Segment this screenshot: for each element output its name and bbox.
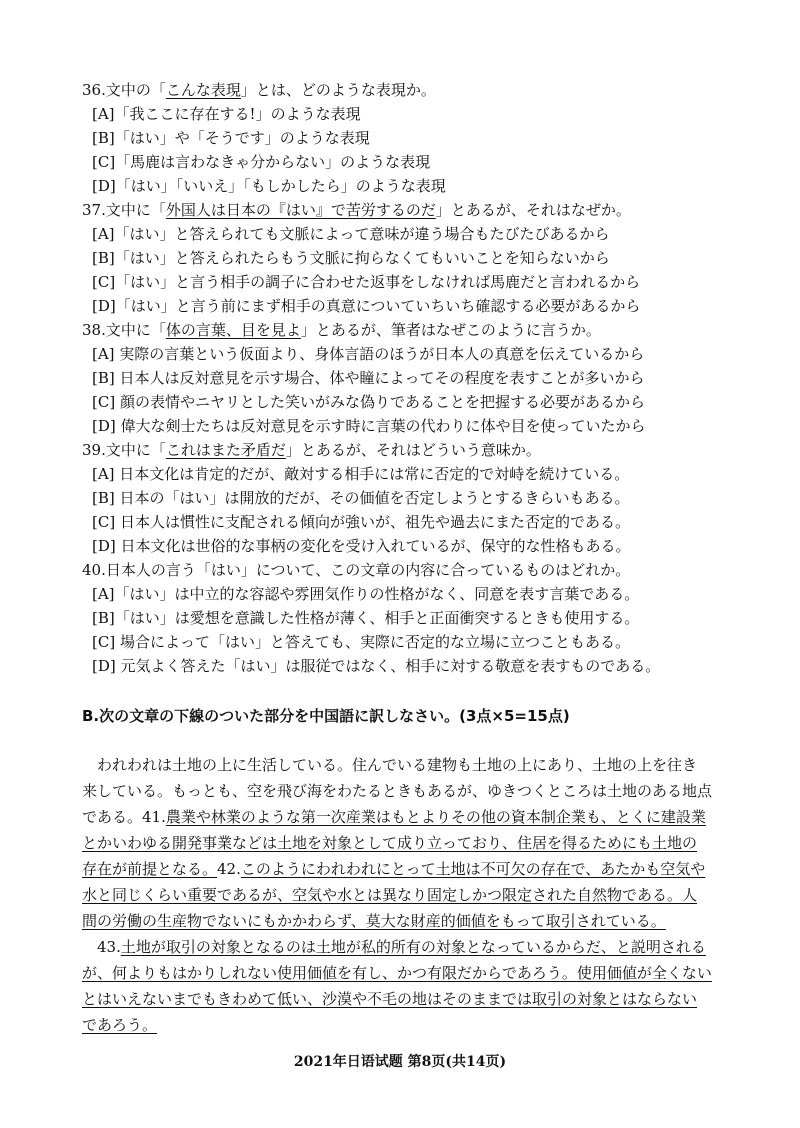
underlined-segment: 水と同じくらい重要であるが、空気や水とは異なり固定しかつ限定された自然物である。人	[82, 886, 698, 904]
passage-line	[82, 830, 722, 856]
question-40	[82, 558, 722, 678]
text-segment: 43.	[82, 938, 121, 956]
reading-passage	[82, 752, 722, 1038]
answer-option-d: [D] 日本文化は世俗的な事柄の変化を受け入れているが、保守的な性格もある。	[92, 537, 631, 555]
stem-underlined-text: 外国人は日本の『はい』で苦労するのだ	[165, 201, 436, 219]
passage-line	[82, 856, 722, 882]
stem-text: 」とあるが、それはなぜか。	[435, 201, 631, 219]
answer-option-c: [C] 顔の表情やニヤリとした笑いがみな偽りであることを把握する必要があるから	[92, 393, 645, 411]
text-segment: 42.	[217, 860, 241, 878]
answer-option-c: [C]「はい」と言う相手の調子に合わせた返事をしなければ馬鹿だと言われるから	[92, 273, 641, 291]
question-stem	[82, 318, 722, 342]
passage-line	[82, 934, 722, 960]
stem-underlined-text: これはまた矛盾だ	[165, 441, 286, 459]
answer-option-b: [B]「はい」は愛想を意識した性格が薄く、相手と正面衝突するときも使用する。	[92, 609, 640, 627]
stem-text: 」とあるが、筆者はなぜこのように言うか。	[300, 321, 601, 339]
stem-underlined-text: こんな表現	[165, 81, 241, 99]
question-38	[82, 318, 722, 438]
answer-option-a: [A]「はい」は中立的な容認や雰囲気作りの性格がなく、同意を表す言葉である。	[92, 585, 640, 603]
answer-option-b: [B]「はい」や「そうです」のような表現	[92, 129, 370, 147]
answer-option-d: [D] 元気よく答えた「はい」は服従ではなく、相手に対する敬意を表すものである。	[92, 657, 661, 675]
section-b-title: B.次の文章の下線のついた部分を中国語に訳しなさい。(3点×5=15点)	[82, 707, 570, 725]
passage-line	[82, 882, 722, 908]
question-stem	[82, 78, 722, 102]
answer-option-d: [D]「はい」「いいえ」「もしかしたら」のような表現	[92, 177, 446, 195]
question-36	[82, 78, 722, 198]
answer-option-b: [B]「はい」と答えられたらもう文脈に拘らなくてもいいことを知らないから	[92, 249, 610, 267]
text-segment: である。41.	[82, 808, 166, 826]
answer-option-a: [A] 日本文化は肯定的だが、敵対する相手には常に否定的で対峙を続けている。	[92, 465, 630, 483]
passage-line	[82, 778, 722, 804]
underlined-segment: が、何よりもはかりしれない使用価値を有し、かつ有限だからであろう。使用価値が全くない	[82, 964, 712, 982]
passage-line	[82, 908, 722, 934]
text-segment: われわれは土地の上に生活している。住んでいる建物も土地の上にあり、土地の上を往き	[82, 756, 698, 774]
underlined-segment: 土地が取引の対象となるのは土地が私的所有の対象となっているからだ、と説明される	[120, 938, 706, 956]
answer-option-d: [D]「はい」と言う前にまず相手の真意についていちいち確認する必要があるから	[92, 297, 641, 315]
stem-text: 37.文中に「	[82, 201, 166, 219]
answer-option-a: [A]「はい」と答えられても文脈によって意味が違う場合もたびたびあるから	[92, 225, 610, 243]
underlined-segment: 存在が前提となる。	[82, 860, 218, 878]
question-stem	[82, 198, 722, 222]
underlined-segment: 農業や林業のような第一次産業はもとよりその他の資本制企業も、とくに建設業	[165, 808, 706, 826]
passage-line	[82, 804, 722, 830]
answer-option-a: [A] 実際の言葉という仮面より、身体言語のほうが日本人の真意を伝えているから	[92, 345, 645, 363]
underlined-segment: とかいわゆる開発事業などは土地を対象として成り立っており、住居を得るためにも土地の	[82, 834, 698, 852]
passage-line	[82, 986, 722, 1012]
passage-line	[82, 960, 722, 986]
answer-option-c: [C] 場合によって「はい」と答えても、実際に否定的な立場に立つこともある。	[92, 633, 630, 651]
underlined-segment: とはいえないまでもきわめて低い、沙漠や不毛の地はそのままでは取引の対象とはならない	[82, 990, 698, 1008]
passage-line	[82, 752, 722, 778]
stem-underlined-text: 体の言葉、目を見よ	[165, 321, 301, 339]
underlined-segment: 間の労働の生産物でないにもかかわらず、莫大な財産的価値をもって取引されている。	[82, 912, 666, 930]
stem-text: 」とあるが、それはどういう意味か。	[285, 441, 541, 459]
text-segment: 来している。もっとも、空を飛び海をわたるときもあるが、ゆきつくところは土地のある地点	[82, 782, 713, 800]
question-stem	[82, 438, 722, 462]
underlined-segment: このようにわれわれにとって土地は不可欠の存在で、あたかも空気や	[240, 860, 706, 878]
answer-option-a: [A]「我ここに存在する!」のような表現	[92, 105, 361, 123]
passage-line	[82, 1012, 722, 1038]
answer-option-c: [C] 日本人は慣性に支配される傾向が強いが、祖先や過去にまた否定的である。	[92, 513, 630, 531]
question-stem	[82, 558, 722, 582]
stem-text: 38.文中に「	[82, 321, 166, 339]
answer-option-b: [B] 日本人は反対意見を示す場合、体や瞳によってその程度を表すことが多いから	[92, 369, 645, 387]
page-footer: 2021年日语试题 第8页(共14页)	[293, 1054, 507, 1070]
stem-text: 36.文中の「	[82, 81, 166, 99]
answer-option-d: [D] 偉大な剣士たちは反対意見を示す時に言葉の代わりに体や目を使っていたから	[92, 417, 646, 435]
underlined-segment: であろう。	[82, 1016, 158, 1034]
question-39	[82, 438, 722, 558]
answer-option-b: [B] 日本の「はい」は開放的だが、その価値を否定しようとするきらいもある。	[92, 489, 630, 507]
question-37	[82, 198, 722, 318]
stem-text: 39.文中に「	[82, 441, 166, 459]
stem-text: 40.日本人の言う「はい」について、この文章の内容に合っているものはどれか。	[82, 561, 631, 579]
stem-text: 」とは、どのような表現か。	[240, 81, 436, 99]
answer-option-c: [C]「馬鹿は言わなきゃ分からない」のような表現	[92, 153, 431, 171]
